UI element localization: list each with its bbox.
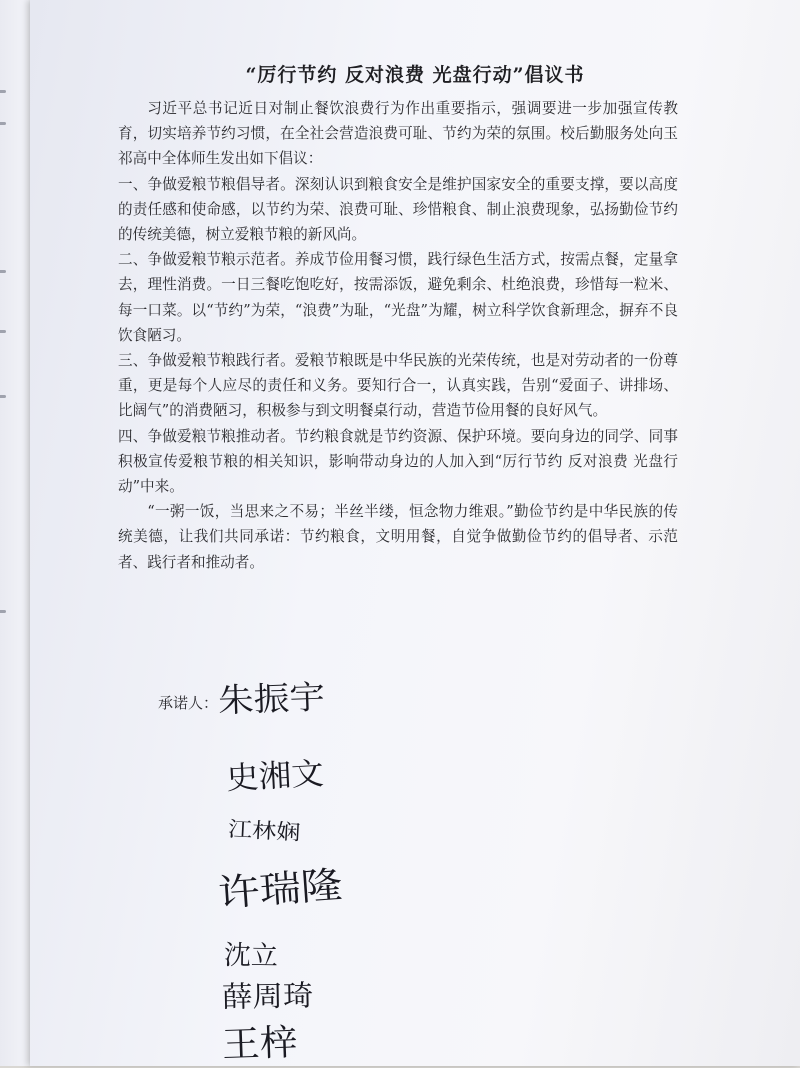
binding-hole (0, 122, 6, 125)
binding-hole (0, 90, 6, 93)
closing-paragraph: “一粥一饭，当思来之不易；半丝半缕，恒念物力维艰。”勤俭节约是中华民族的传统美德，让我们共同承诺：节约粮食，文明用餐，自觉争做勤俭节约的倡导者、示范者、践行者和推动者。 (118, 503, 678, 571)
signature: 薛周琦 (221, 978, 314, 1014)
proposal-paragraph-3: 三、争做爱粮节粮践行者。爱粮节粮既是中华民族的光荣传统，也是对劳动者的一份尊重，更是每个人应尽的责任和义务。要知行合一，认真实践，告别“爱面子、讲排场、比阔气”的消费陋习，积极参与到文明餐桌行动，营造节俭用餐的良好风气。 (118, 352, 678, 420)
document-body (118, 96, 678, 575)
signature: 朱振宇 (217, 677, 326, 720)
signature: 许瑞隆 (216, 863, 344, 915)
binding-hole (0, 395, 6, 398)
signature: 史湘文 (225, 755, 325, 797)
signatory-label: 承诺人： (158, 694, 219, 712)
signature-list (200, 675, 460, 1066)
document-title: “厉行节约 反对浪费 光盘行动”倡议书 (245, 64, 585, 86)
signature: 沈立 (223, 940, 279, 972)
intro-paragraph: 习近平总书记近日对制止餐饮浪费行为作出重要指示，强调要进一步加强宣传教育，切实培养节约习惯，在全社会营造浪费可耻、节约为荣的氛围。校后勤服务处向玉祁高中全体师生发出如下倡议： (118, 100, 678, 168)
proposal-paragraph-4: 四、争做爱粮节粮推动者。节约粮食就是节约资源、保护环境。要向身边的同学、同事积极宣传爱粮节粮的相关知识，影响带动身边的人加入到“厉行节约 反对浪费 光盘行动”中来。 (118, 427, 678, 496)
signature: 王梓 (221, 1022, 299, 1066)
binding-hole (0, 270, 6, 273)
binding-hole (0, 610, 6, 613)
signature: 江林娴 (227, 817, 301, 845)
proposal-paragraph-2: 二、争做爱粮节粮示范者。养成节俭用餐习惯，践行绿色生活方式，按需点餐，定量拿去，理性消费。一日三餐吃饱吃好，按需添饭，避免剩余、杜绝浪费，珍惜每一粒米、每一口菜。以“节约”为荣，“浪费”为耻，“光盘”为耀，树立科学饮食新理念，摒弃不良饮食陋习。 (118, 251, 678, 344)
binding-hole (0, 330, 6, 333)
proposal-paragraph-1: 一、争做爱粮节粮倡导者。深刻认识到粮食安全是维护国家安全的重要支撑，要以高度的责任感和使命感，以节约为荣、浪费可耻、珍惜粮食、制止浪费现象，弘扬勤俭节约的传统美德，树立爱粮节粮的新风尚。 (118, 175, 678, 244)
